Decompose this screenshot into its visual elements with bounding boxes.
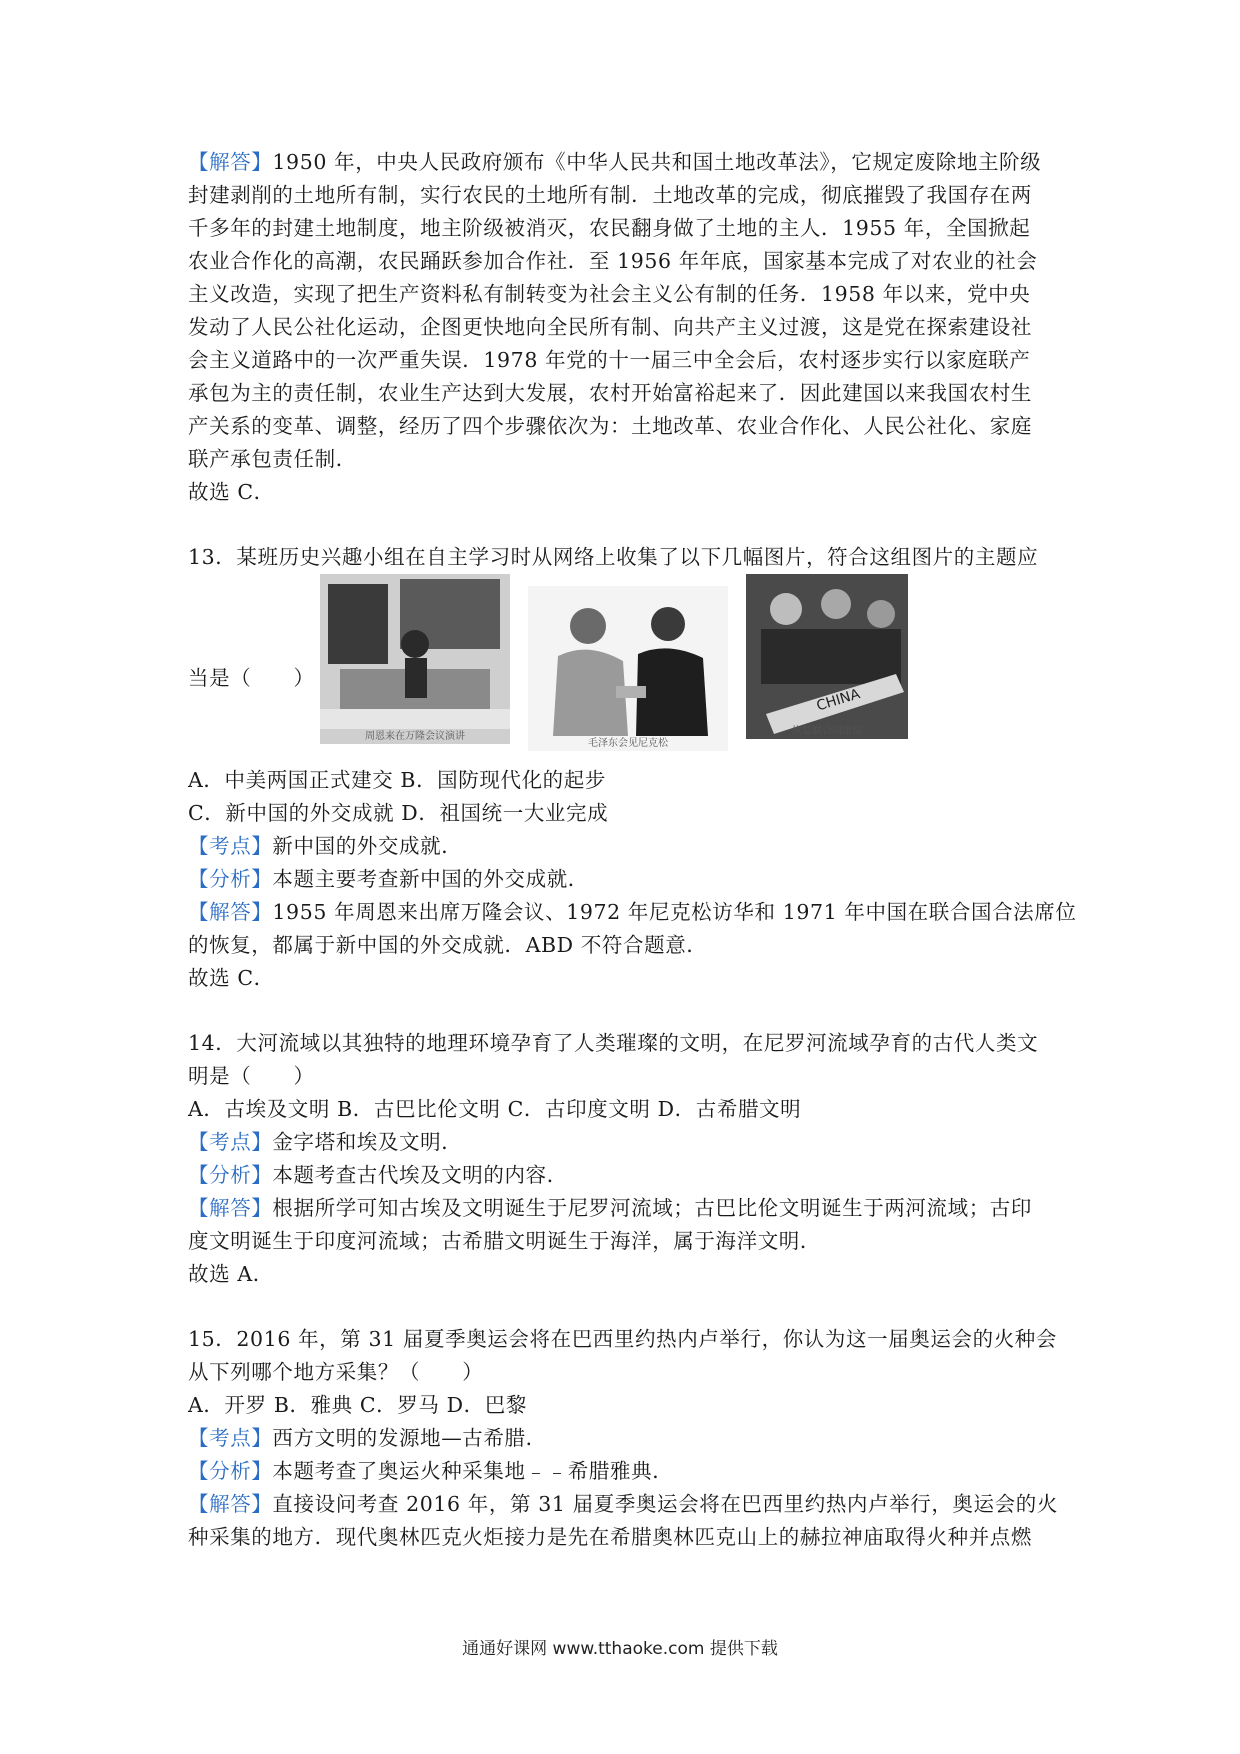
photo-bandung-image [320,574,510,744]
answer-12-line: 主义改造，实现了把生产资料私有制转变为社会主义公有制的任务．1958 年以来，党中央 [188,282,1031,306]
jieda-tag: 【解答】 [188,1196,273,1220]
china-sign: CHINA [814,686,862,715]
question-14-stem: 14．大河流域以其独特的地理环境孕育了人类璀璨的文明，在尼罗河流域孕育的古代人类文 [188,1031,1039,1055]
choice-line: 故选 A． [188,1262,274,1286]
question-15-stem: 15．2016 年，第 31 届夏季奥运会将在巴西里约热内卢举行，你认为这一届奥运会的火种会 [188,1327,1057,1351]
answer-12-choice: 故选 C． [188,480,275,504]
jieda-line: 的恢复，都属于新中国的外交成就．ABD 不符合题意． [188,933,708,957]
photo-bandung-conference [320,574,510,744]
photo-caption: 恢复联合国席位 [792,726,862,737]
kaodian-line: 【考点】金字塔和埃及文明． [188,1130,463,1154]
question-13-options: A．中美两国正式建交 B．国防现代化的起步 [188,768,606,792]
question-14-stem-end: 明是（ ） [188,1064,315,1088]
fenxi-tag: 【分析】 [188,1163,273,1187]
answer-12-block [188,146,1058,509]
question-14-options: A．古埃及文明 B．古巴比伦文明 C．古印度文明 D．古希腊文明 [188,1097,802,1121]
jieda-tag: 【解答】 [188,900,273,924]
photo-caption: 毛泽东会见尼克松 [588,738,668,749]
question-15-stem-end: 从下列哪个地方采集？（ ） [188,1360,484,1384]
kaodian-tag: 【考点】 [188,1130,273,1154]
photo-un-seat-image [746,574,908,739]
jieda-tag: 【解答】 [188,150,273,174]
question-15-options: A．开罗 B．雅典 C．罗马 D．巴黎 [188,1393,527,1417]
fenxi-tag: 【分析】 [188,867,273,891]
question-13-figure-row [188,574,1058,764]
fenxi-line: 【分析】本题主要考查新中国的外交成就． [188,867,589,891]
question-13-options: C．新中国的外交成就 D．祖国统一大业完成 [188,801,609,825]
answer-12-line: 千多年的封建土地制度，地主阶级被消灭，农民翻身做了土地的主人．1955 年，全国掀起 [188,216,1031,240]
photo-un-seat [746,574,908,739]
photo-caption: 周恩来在万隆会议演讲 [365,731,465,742]
document-body [188,146,1077,1554]
fenxi-line: 【分析】本题考查古代埃及文明的内容． [188,1163,568,1187]
kaodian-tag: 【考点】 [188,1426,273,1450]
jieda-line: 【解答】1955 年周恩来出席万隆会议、1972 年尼克松访华和 1971 年中国在联合国合法席位 [188,900,1077,924]
photo-mao-nixon [528,586,728,751]
answer-12-line: 【解答】1950 年，中央人民政府颁布《中华人民共和国土地改革法》，它规定废除地主阶级 [188,150,1042,174]
answer-12-line: 联产承包责任制． [188,447,357,471]
answer-12-line: 农业合作化的高潮，农民踊跃参加合作社．至 1956 年年底，国家基本完成了对农业的社会 [188,249,1038,273]
kaodian-tag: 【考点】 [188,834,273,858]
answer-12-line: 承包为主的责任制，农业生产达到大发展，农村开始富裕起来了．因此建国以来我国农村生 [188,381,1032,405]
question-14-block [188,1027,1058,1291]
answer-12-line: 封建剥削的土地所有制，实行农民的土地所有制．土地改革的完成，彻底摧毁了我国存在两 [188,183,1032,207]
choice-line: 故选 C． [188,966,275,990]
photo-mao-nixon-image [528,586,728,751]
jieda-line: 度文明诞生于印度河流域；古希腊文明诞生于海洋，属于海洋文明． [188,1229,821,1253]
question-13-stem-end: 当是（ ） [188,666,315,690]
question-13-stem: 13．某班历史兴趣小组在自主学习时从网络上收集了以下几幅图片，符合这组图片的主题应 [188,545,1039,569]
kaodian-line: 【考点】新中国的外交成就． [188,834,463,858]
fenxi-tag: 【分析】 [188,1459,273,1483]
fenxi-line: 【分析】本题考查了奥运火种采集地﹣﹣希腊雅典． [188,1459,674,1483]
kaodian-line: 【考点】西方文明的发源地—古希腊． [188,1426,547,1450]
question-15-block [188,1323,1058,1554]
page-footer: 通通好课网 www.tthaoke.com 提供下载 [462,1639,778,1659]
jieda-line: 【解答】根据所学可知古埃及文明诞生于尼罗河流域；古巴比伦文明诞生于两河流域；古印 [188,1196,1033,1220]
answer-12-line: 发动了人民公社化运动，企图更快地向全民所有制、向共产主义过渡，这是党在探索建设社 [188,315,1032,339]
jieda-line: 【解答】直接设问考查 2016 年，第 31 届夏季奥运会将在巴西里约热内卢举行，奥运会的火 [188,1492,1058,1516]
jieda-tag: 【解答】 [188,1492,273,1516]
answer-12-line: 会主义道路中的一次严重失误．1978 年党的十一届三中全会后，农村逐步实行以家庭联产 [188,348,1031,372]
answer-12-line: 产关系的变革、调整，经历了四个步骤依次为：土地改革、农业合作化、人民公社化、家庭 [188,414,1032,438]
question-13-block [188,541,1077,995]
jieda-line: 种采集的地方．现代奥林匹克火炬接力是先在希腊奥林匹克山上的赫拉神庙取得火种并点燃 [188,1525,1032,1549]
